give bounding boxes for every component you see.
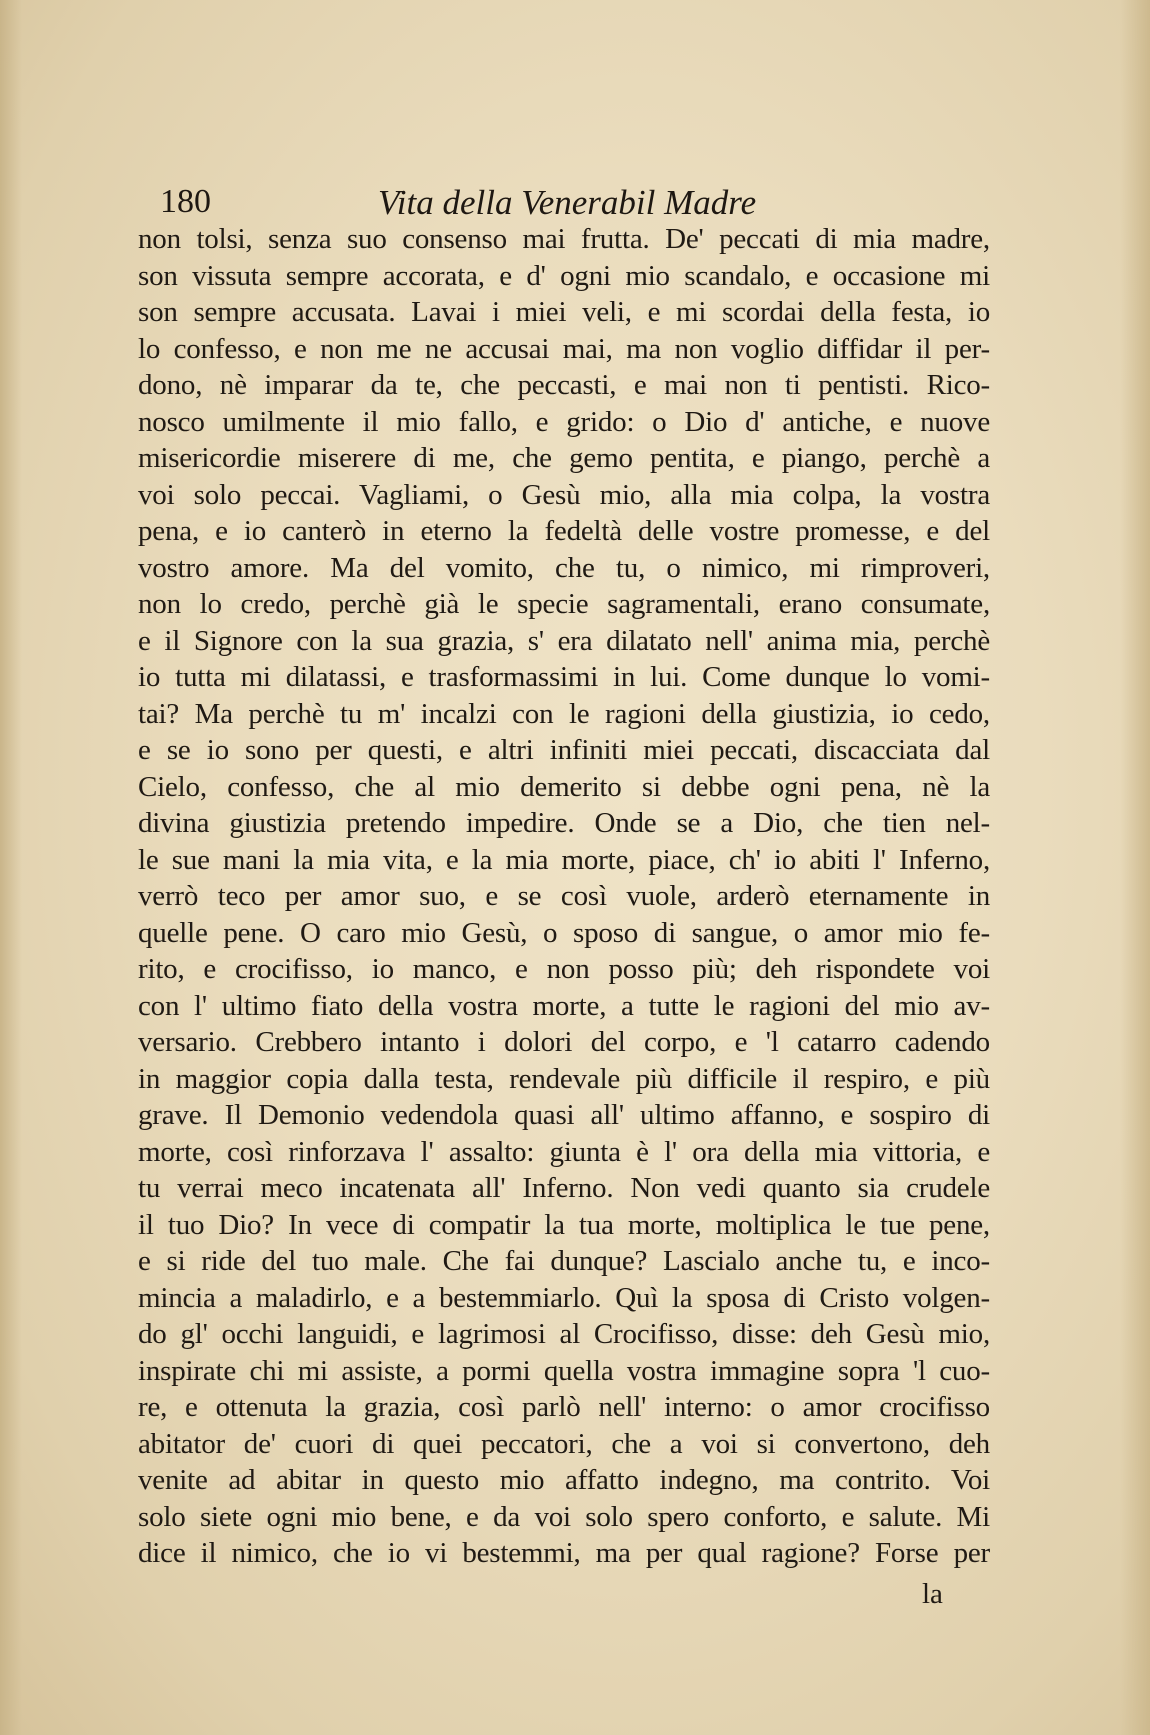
text-line: verrò teco per amor suo, e se così vuole, arderò eternamente in: [138, 880, 990, 912]
text-line: misericordie miserere di me, che gemo pentita, e piango, perchè a: [138, 442, 990, 474]
text-line: con l' ultimo fiato della vostra morte, a tutte le ragioni del mio av-: [138, 989, 990, 1022]
text-line: tai? Ma perchè tu m' incalzi con le ragioni della giustizia, io cedo,: [138, 697, 990, 730]
text-line: quelle pene. O caro mio Gesù, o sposo di sangue, o amor mio fe-: [138, 916, 990, 949]
text-line: il tuo Dio? In vece di compatir la tua morte, moltiplica le tue pene,: [138, 1208, 990, 1241]
text-line: versario. Crebbero intanto i dolori del corpo, e 'l catarro cadendo: [138, 1026, 990, 1058]
text-line: e se io sono per questi, e altri infiniti miei peccati, discacciata dal: [138, 734, 990, 766]
running-title: Vita della Venerabil Madre: [378, 183, 757, 222]
text-line: son sempre accusata. Lavai i miei veli, e mi scordai della festa, io: [138, 296, 990, 328]
text-line: Cielo, confesso, che al mio demerito si debbe ogni pena, nè la: [138, 770, 990, 803]
text-line: io tutta mi dilatassi, e trasformassimi in lui. Come dunque lo vomi-: [138, 661, 990, 693]
text-line: voi solo peccai. Vagliami, o Gesù mio, alla mia colpa, la vostra: [138, 478, 990, 511]
text-line: morte, così rinforzava l' assalto: giunta è l' ora della mia vittoria, e: [138, 1135, 990, 1168]
text-line: re, e ottenuta la grazia, così parlò nell' interno: o amor crocifisso: [138, 1391, 990, 1423]
text-line: tu verrai meco incatenata all' Inferno. Non vedi quanto sia crudele: [138, 1172, 990, 1204]
page-edge-shadow-right: [1120, 0, 1150, 1735]
text-line: e il Signore con la sua grazia, s' era dilatato nell' anima mia, perchè: [138, 624, 990, 657]
text-line: le sue mani la mia vita, e la mia morte, piace, ch' io abiti l' Inferno,: [138, 843, 990, 876]
text-line: in maggior copia dalla testa, rendevale più difficile il respiro, e più: [138, 1062, 990, 1095]
text-line: vostro amore. Ma del vomito, che tu, o nimico, mi rimproveri,: [138, 551, 990, 584]
text-line: rito, e crocifisso, io manco, e non posso più; deh rispondete voi: [138, 953, 990, 985]
text-line: dice il nimico, che io vi bestemmi, ma per qual ragione? Forse per: [138, 1537, 990, 1569]
text-line: son vissuta sempre accorata, e d' ogni mio scandalo, e occasione mi: [138, 259, 990, 292]
text-line: mincia a maladirlo, e a bestemmiarlo. Quì la sposa di Cristo volgen-: [138, 1281, 990, 1314]
text-line: lo confesso, e non me ne accusai mai, ma non voglio diffidar il per-: [138, 332, 990, 365]
text-line: dono, nè imparar da te, che peccasti, e mai non ti pentisti. Rico-: [138, 369, 990, 401]
text-line: non lo credo, perchè già le specie sagramentali, erano consumate,: [138, 588, 990, 620]
text-line: non tolsi, senza suo consenso mai frutta. De' peccati di mia madre,: [138, 223, 990, 255]
text-line: abitator de' cuori di quei peccatori, che a voi si convertono, deh: [138, 1427, 990, 1460]
text-line: venite ad abitar in questo mio affatto indegno, ma contrito. Voi: [138, 1464, 990, 1496]
page-edge-shadow-left: [0, 0, 22, 1735]
page-number: 180: [160, 183, 211, 220]
text-line: do gl' occhi languidi, e lagrimosi al Crocifisso, disse: deh Gesù mio,: [138, 1318, 990, 1350]
body-text: [138, 221, 990, 1572]
text-line: inspirate chi mi assiste, a pormi quella vostra immagine sopra 'l cuo-: [138, 1354, 990, 1387]
text-line: grave. Il Demonio vedendola quasi all' ultimo affanno, e sospiro di: [138, 1099, 990, 1131]
text-line: pena, e io canterò in eterno la fedeltà delle vostre promesse, e del: [138, 515, 990, 547]
catchword: la: [922, 1578, 943, 1610]
text-line: nosco umilmente il mio fallo, e grido: o Dio d' antiche, e nuove: [138, 405, 990, 438]
text-line: e si ride del tuo male. Che fai dunque? Lascialo anche tu, e inco-: [138, 1245, 990, 1277]
text-line: solo siete ogni mio bene, e da voi solo spero conforto, e salute. Mi: [138, 1500, 990, 1533]
text-line: divina giustizia pretendo impedire. Onde se a Dio, che tien nel-: [138, 807, 990, 839]
